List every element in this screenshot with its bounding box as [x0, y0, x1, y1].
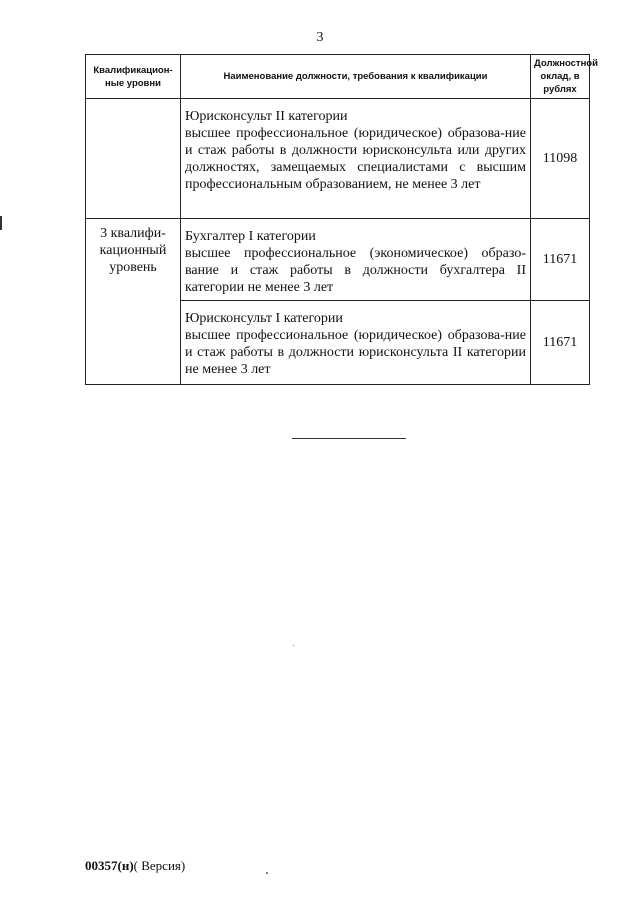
row-salary: 11671: [531, 301, 590, 385]
position-title: Юрисконсульт I категории: [185, 311, 343, 326]
position-requirements: высшее профессиональное (юридическое) образова-ние и стаж работы в должности юрисконсульта или других должностях, замещаемых специалистами с высшим профессиональным образованием, не менее 3 лет: [185, 126, 526, 192]
table-row: [86, 219, 590, 301]
document-version: ( Версия): [133, 858, 186, 873]
row-description: [181, 301, 531, 385]
position-requirements: высшее профессиональное (экономическое) образо-вание и стаж работы в должности бухгалтера II категории не менее 3 лет: [185, 246, 526, 295]
table-header-row: [86, 55, 590, 99]
header-salary: Должностной оклад, в рублях: [531, 55, 590, 99]
row-description: [181, 219, 531, 301]
row-level: 3 квалифи-кационный уровень: [86, 219, 181, 385]
qualification-table: [85, 54, 598, 385]
position-title: Бухгалтер I категории: [185, 229, 316, 244]
scan-edge-mark: [0, 216, 2, 230]
scan-speck: [266, 872, 268, 874]
separator-line: [292, 438, 406, 439]
row-salary: 11671: [531, 219, 590, 301]
header-position: Наименование должности, требования к квалификации: [181, 55, 531, 99]
row-level: [86, 99, 181, 219]
scan-speck: [293, 645, 294, 646]
document-footer: [85, 858, 185, 874]
table-row: [86, 99, 590, 219]
row-description: [181, 99, 531, 219]
position-requirements: высшее профессиональное (юридическое) образова-ние и стаж работы в должности юрисконсульта II категории не менее 3 лет: [185, 328, 526, 377]
header-level: Квалификацион-ные уровни: [86, 55, 181, 99]
position-title: Юрисконсульт II категории: [185, 109, 348, 124]
document-code: 00357(н): [85, 858, 134, 873]
page-number: 3: [316, 30, 324, 45]
row-salary: 11098: [531, 99, 590, 219]
